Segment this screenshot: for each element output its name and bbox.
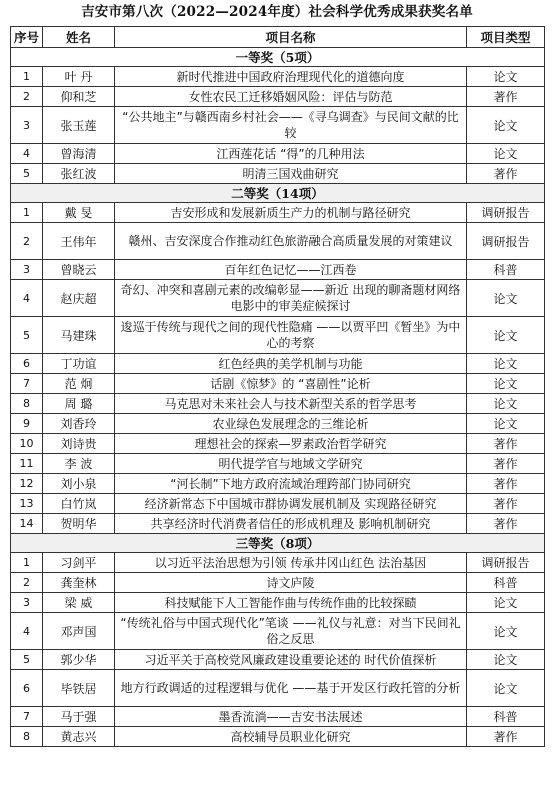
- project-title: “传统礼俗与中国式现代化”笔谈 ——礼仪与礼意：对当下民间礼俗之反思: [115, 613, 467, 650]
- project-title: 赣州、吉安深度合作推动红色旅游融合高质量发展的对策建议: [115, 223, 467, 260]
- author-name: 叶 丹: [43, 67, 115, 87]
- row-number: 10: [11, 434, 43, 454]
- table-row: [11, 727, 545, 747]
- project-type: 论文: [467, 650, 545, 670]
- author-name: 马建珠: [43, 317, 115, 354]
- row-number: 3: [11, 260, 43, 280]
- project-type: 论文: [467, 144, 545, 164]
- author-name: 刘诗贵: [43, 434, 115, 454]
- row-number: 2: [11, 223, 43, 260]
- header-title: 项目名称: [115, 27, 467, 48]
- table-row: [11, 374, 545, 394]
- table-row: [11, 394, 545, 414]
- project-type: 调研报告: [467, 203, 545, 223]
- author-name: 范 炯: [43, 374, 115, 394]
- author-name: 习剑平: [43, 553, 115, 573]
- row-number: 1: [11, 67, 43, 87]
- row-number: 5: [11, 317, 43, 354]
- project-title: 红色经典的美学机制与功能: [115, 354, 467, 374]
- row-number: 7: [11, 374, 43, 394]
- author-name: 张玉莲: [43, 107, 115, 144]
- project-title: 诗文庐陵: [115, 573, 467, 593]
- project-type: 论文: [467, 394, 545, 414]
- project-title: 墨香流淌——吉安书法展述: [115, 707, 467, 727]
- section-row: [11, 184, 545, 203]
- project-title: 马克思对未来社会人与技术新型关系的哲学思考: [115, 394, 467, 414]
- author-name: 李 波: [43, 454, 115, 474]
- section-label: 二等奖（14项）: [11, 184, 545, 203]
- project-type: 论文: [467, 317, 545, 354]
- table-row: [11, 260, 545, 280]
- row-number: 2: [11, 573, 43, 593]
- project-title: 习近平关于高校党风廉政建设重要论述的 时代价值探析: [115, 650, 467, 670]
- row-number: 14: [11, 514, 43, 534]
- author-name: 黄志兴: [43, 727, 115, 747]
- header-no: 序号: [11, 27, 43, 48]
- author-name: 曾海清: [43, 144, 115, 164]
- project-type: 论文: [467, 670, 545, 707]
- table-row: [11, 414, 545, 434]
- author-name: 丁功谊: [43, 354, 115, 374]
- section-label: 三等奖（8项）: [11, 534, 545, 553]
- project-type: 论文: [467, 280, 545, 317]
- project-title: 百年红色记忆——江西卷: [115, 260, 467, 280]
- project-title: 理想社会的探索—罗素政治哲学研究: [115, 434, 467, 454]
- author-name: 赵庆超: [43, 280, 115, 317]
- project-title: 明代提学官与地域文学研究: [115, 454, 467, 474]
- table-row: [11, 707, 545, 727]
- author-name: 梁 威: [43, 593, 115, 613]
- project-type: 著作: [467, 87, 545, 107]
- table-header-row: [11, 27, 545, 48]
- project-type: 著作: [467, 514, 545, 534]
- project-title: 共享经济时代消费者信任的形成机理及 影响机制研究: [115, 514, 467, 534]
- section-label: 一等奖（5项）: [11, 48, 545, 67]
- table-row: [11, 144, 545, 164]
- project-type: 科普: [467, 707, 545, 727]
- row-number: 5: [11, 164, 43, 184]
- author-name: 王伟年: [43, 223, 115, 260]
- table-row: [11, 317, 545, 354]
- row-number: 9: [11, 414, 43, 434]
- table-row: [11, 107, 545, 144]
- table-row: [11, 280, 545, 317]
- project-title: 话剧《惊梦》的 “喜剧性”论析: [115, 374, 467, 394]
- table-row: [11, 87, 545, 107]
- project-type: 调研报告: [467, 553, 545, 573]
- table-row: [11, 454, 545, 474]
- project-title: 地方行政调适的过程逻辑与优化 ——基于开发区行政托管的分析: [115, 670, 467, 707]
- author-name: 曾晓云: [43, 260, 115, 280]
- project-title: 高校辅导员职业化研究: [115, 727, 467, 747]
- project-type: 论文: [467, 354, 545, 374]
- project-type: 著作: [467, 474, 545, 494]
- row-number: 8: [11, 727, 43, 747]
- award-table-body: [11, 48, 545, 747]
- project-type: 著作: [467, 434, 545, 454]
- award-table: [10, 26, 545, 747]
- project-type: 著作: [467, 494, 545, 514]
- table-row: [11, 67, 545, 87]
- header-name: 姓名: [43, 27, 115, 48]
- document-title: 吉安市第八次（2022—2024年度）社会科学优秀成果获奖名单: [81, 4, 473, 20]
- row-number: 12: [11, 474, 43, 494]
- table-row: [11, 650, 545, 670]
- project-type: 著作: [467, 454, 545, 474]
- table-row: [11, 514, 545, 534]
- author-name: 刘香玲: [43, 414, 115, 434]
- row-number: 5: [11, 650, 43, 670]
- project-title: 明清三国戏曲研究: [115, 164, 467, 184]
- row-number: 6: [11, 354, 43, 374]
- project-title: 经济新常态下中国城市群协调发展机制及 实现路径研究: [115, 494, 467, 514]
- author-name: 张红波: [43, 164, 115, 184]
- author-name: 马于强: [43, 707, 115, 727]
- table-row: [11, 613, 545, 650]
- project-type: 论文: [467, 107, 545, 144]
- project-title: 新时代推进中国政府治理现代化的道德向度: [115, 67, 467, 87]
- author-name: 龚奎林: [43, 573, 115, 593]
- table-row: [11, 164, 545, 184]
- author-name: 毕铁居: [43, 670, 115, 707]
- project-type: 论文: [467, 593, 545, 613]
- project-type: 论文: [467, 374, 545, 394]
- project-type: 论文: [467, 613, 545, 650]
- project-type: 论文: [467, 414, 545, 434]
- table-row: [11, 494, 545, 514]
- row-number: 11: [11, 454, 43, 474]
- project-title: “河长制”下地方政府流域治理跨部门协同研究: [115, 474, 467, 494]
- author-name: 仰和芝: [43, 87, 115, 107]
- table-row: [11, 553, 545, 573]
- row-number: 4: [11, 280, 43, 317]
- section-row: [11, 48, 545, 67]
- table-row: [11, 354, 545, 374]
- project-title: 女性农民工迁移婚姻风险：评估与防范: [115, 87, 467, 107]
- author-name: 戴 旻: [43, 203, 115, 223]
- row-number: 13: [11, 494, 43, 514]
- project-title: 科技赋能下人工智能作曲与传统作曲的比较探赜: [115, 593, 467, 613]
- author-name: 邓声国: [43, 613, 115, 650]
- author-name: 贺明华: [43, 514, 115, 534]
- author-name: 刘小泉: [43, 474, 115, 494]
- project-type: 论文: [467, 67, 545, 87]
- project-title: 以习近平法治思想为引领 传承井冈山红色 法治基因: [115, 553, 467, 573]
- table-row: [11, 573, 545, 593]
- project-title: 农业绿色发展理念的三维论析: [115, 414, 467, 434]
- row-number: 6: [11, 670, 43, 707]
- project-type: 科普: [467, 260, 545, 280]
- table-row: [11, 223, 545, 260]
- table-row: [11, 203, 545, 223]
- row-number: 3: [11, 593, 43, 613]
- author-name: 白竹岚: [43, 494, 115, 514]
- table-row: [11, 474, 545, 494]
- project-type: 著作: [467, 727, 545, 747]
- row-number: 4: [11, 613, 43, 650]
- row-number: 2: [11, 87, 43, 107]
- table-row: [11, 670, 545, 707]
- project-title: 江西莲花话 “得”的几种用法: [115, 144, 467, 164]
- row-number: 1: [11, 553, 43, 573]
- section-row: [11, 534, 545, 553]
- project-type: 调研报告: [467, 223, 545, 260]
- project-title: “公共地主”与赣西南乡村社会——《寻乌调查》与民间文献的比较: [115, 107, 467, 144]
- project-type: 科普: [467, 573, 545, 593]
- project-title: 奇幻、冲突和喜剧元素的改编彰显——新近 出现的聊斋题材网络电影中的审美症候探讨: [115, 280, 467, 317]
- row-number: 7: [11, 707, 43, 727]
- author-name: 周 璐: [43, 394, 115, 414]
- header-type: 项目类型: [467, 27, 545, 48]
- project-type: 著作: [467, 164, 545, 184]
- table-row: [11, 593, 545, 613]
- row-number: 8: [11, 394, 43, 414]
- row-number: 1: [11, 203, 43, 223]
- author-name: 郭少华: [43, 650, 115, 670]
- row-number: 4: [11, 144, 43, 164]
- project-title: 逡巡于传统与现代之间的现代性隐痛 ——以贾平凹《暂坐》为中心的考察: [115, 317, 467, 354]
- row-number: 3: [11, 107, 43, 144]
- project-title: 吉安形成和发展新质生产力的机制与路径研究: [115, 203, 467, 223]
- table-row: [11, 434, 545, 454]
